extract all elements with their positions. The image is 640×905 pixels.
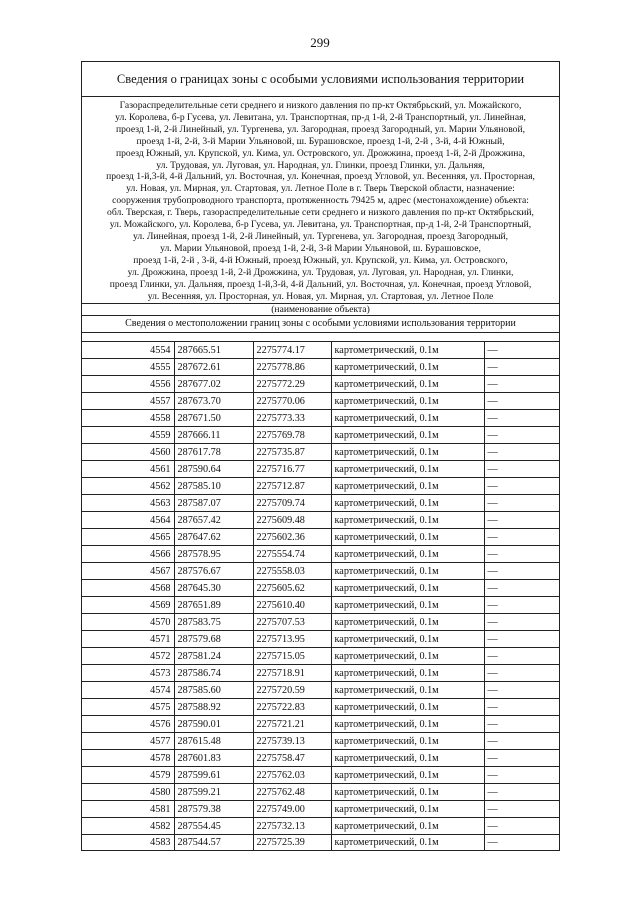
- method-accuracy: картометрический, 0.1м: [331, 376, 484, 393]
- description-dash: —: [484, 801, 559, 818]
- coord-x: 287554.45: [174, 818, 253, 835]
- description-dash: —: [484, 529, 559, 546]
- table-row: [82, 801, 559, 818]
- coord-y: 2275718.91: [253, 665, 331, 682]
- description-line: проезд 1-й, 2-й Линейный, ул. Тургенева, ул. Загородная, проезд Загородный, ул. Марии Ульяновой,: [115, 123, 525, 135]
- description-line: обл. Тверская, г. Тверь, газораспределительные сети среднего и низкого давления по пр-кт Октябрьский,: [107, 207, 534, 219]
- point-number: 4555: [82, 359, 174, 376]
- table-row: [82, 427, 559, 444]
- method-accuracy: картометрический, 0.1м: [331, 580, 484, 597]
- description-line: проезд 1-й,3-й, 4-й Дальний, ул. Восточная, ул. Конечная, проезд Угловой, ул. Весенняя, ул. Просторная,: [106, 171, 535, 183]
- point-number: 4579: [82, 767, 174, 784]
- coord-y: 2275774.17: [253, 342, 331, 359]
- coord-y: 2275769.78: [253, 427, 331, 444]
- method-accuracy: картометрический, 0.1м: [331, 461, 484, 478]
- method-accuracy: картометрический, 0.1м: [331, 784, 484, 801]
- table-row: [82, 614, 559, 631]
- description-line: Газораспределительные сети среднего и низкого давления по пр-кт Октябрьский, ул. Можайского,: [119, 100, 522, 111]
- coord-x: 287671.50: [174, 410, 253, 427]
- description-dash: —: [484, 767, 559, 784]
- description-dash: —: [484, 648, 559, 665]
- point-number: 4558: [82, 410, 174, 427]
- coord-y: 2275749.00: [253, 801, 331, 818]
- description-dash: —: [484, 563, 559, 580]
- coord-x: 287579.38: [174, 801, 253, 818]
- table-row: [82, 529, 559, 546]
- description-dash: —: [484, 410, 559, 427]
- coord-y: 2275712.87: [253, 478, 331, 495]
- description-line: ул. Королева, б-р Гусева, ул. Левитана, ул. Транспортная, пр-д 1-й, 2-й Транспортный, ул. Линейная,: [115, 111, 526, 123]
- method-accuracy: картометрический, 0.1м: [331, 631, 484, 648]
- point-number: 4573: [82, 665, 174, 682]
- method-accuracy: картометрический, 0.1м: [331, 767, 484, 784]
- table-row: [82, 444, 559, 461]
- description-dash: —: [484, 478, 559, 495]
- point-number: 4567: [82, 563, 174, 580]
- point-number: 4565: [82, 529, 174, 546]
- coord-x: 287666.11: [174, 427, 253, 444]
- point-number: 4578: [82, 750, 174, 767]
- coord-x: 287590.64: [174, 461, 253, 478]
- point-number: 4570: [82, 614, 174, 631]
- method-accuracy: картометрический, 0.1м: [331, 699, 484, 716]
- description-dash: —: [484, 393, 559, 410]
- point-number: 4559: [82, 427, 174, 444]
- point-number: 4563: [82, 495, 174, 512]
- description-line: ул. Трудовая, ул. Луговая, ул. Народная, ул. Глинки, проезд Глинки, ул. Дальняя,: [156, 159, 485, 171]
- description-line: ул. Марии Ульяновой, проезд 1-й, 2-й, 3-й Марии Ульяновой, ш. Бурашовское,: [160, 242, 481, 254]
- object-description: [82, 97, 559, 303]
- method-accuracy: картометрический, 0.1м: [331, 682, 484, 699]
- method-accuracy: картометрический, 0.1м: [331, 835, 484, 851]
- coord-y: 2275558.03: [253, 563, 331, 580]
- method-accuracy: картометрический, 0.1м: [331, 716, 484, 733]
- coord-y: 2275778.86: [253, 359, 331, 376]
- coord-x: 287588.92: [174, 699, 253, 716]
- coord-y: 2275773.33: [253, 410, 331, 427]
- table-row: [82, 580, 559, 597]
- coord-x: 287672.61: [174, 359, 253, 376]
- method-accuracy: картометрический, 0.1м: [331, 597, 484, 614]
- table-row: [82, 597, 559, 614]
- point-number: 4560: [82, 444, 174, 461]
- coord-x: 287586.74: [174, 665, 253, 682]
- description-dash: —: [484, 495, 559, 512]
- table-row: [82, 818, 559, 835]
- coord-y: 2275609.48: [253, 512, 331, 529]
- description-dash: —: [484, 682, 559, 699]
- coord-y: 2275725.39: [253, 835, 331, 851]
- description-dash: —: [484, 597, 559, 614]
- method-accuracy: картометрический, 0.1м: [331, 614, 484, 631]
- table-row: [82, 461, 559, 478]
- description-line: проезд 1-й, 2-й , 3-й, 4-й Южный, проезд Южный, ул. Крупской, ул. Кима, ул. Островского,: [133, 254, 508, 266]
- coord-y: 2275762.03: [253, 767, 331, 784]
- object-naming-label: (наименование объекта): [82, 303, 559, 315]
- coord-y: 2275605.62: [253, 580, 331, 597]
- description-dash: —: [484, 665, 559, 682]
- header-spacer: [82, 332, 559, 341]
- table-row: [82, 546, 559, 563]
- method-accuracy: картометрический, 0.1м: [331, 563, 484, 580]
- coord-x: 287590.01: [174, 716, 253, 733]
- method-accuracy: картометрический, 0.1м: [331, 410, 484, 427]
- description-dash: —: [484, 835, 559, 851]
- coord-y: 2275762.48: [253, 784, 331, 801]
- coord-x: 287599.61: [174, 767, 253, 784]
- point-number: 4582: [82, 818, 174, 835]
- coord-y: 2275715.05: [253, 648, 331, 665]
- description-dash: —: [484, 716, 559, 733]
- description-dash: —: [484, 699, 559, 716]
- table-row: [82, 359, 559, 376]
- method-accuracy: картометрический, 0.1м: [331, 529, 484, 546]
- point-number: 4561: [82, 461, 174, 478]
- description-line: ул. Новая, ул. Мирная, ул. Стартовая, ул. Летное Поле в г. Тверь Тверской области, назначение:: [126, 183, 515, 195]
- description-line: проезд Глинки, ул. Дальняя, проезд 1-й,3-й, 4-й Дальний, ул. Восточная, ул. Конечная, проезд Угловой,: [109, 278, 532, 290]
- point-number: 4580: [82, 784, 174, 801]
- method-accuracy: картометрический, 0.1м: [331, 801, 484, 818]
- coord-y: 2275713.95: [253, 631, 331, 648]
- table-row: [82, 342, 559, 359]
- table-row: [82, 716, 559, 733]
- method-accuracy: картометрический, 0.1м: [331, 665, 484, 682]
- coord-x: 287617.78: [174, 444, 253, 461]
- description-line: проезд 1-й, 2-й, 3-й Марии Ульяновой, ш. Бурашовское, проезд 1-й, 2-й , 3-й, 4-й Южный,: [136, 135, 505, 147]
- coord-y: 2275735.87: [253, 444, 331, 461]
- table-row: [82, 767, 559, 784]
- point-number: 4571: [82, 631, 174, 648]
- coord-y: 2275722.83: [253, 699, 331, 716]
- point-number: 4562: [82, 478, 174, 495]
- table-row: [82, 478, 559, 495]
- description-dash: —: [484, 631, 559, 648]
- coord-x: 287587.07: [174, 495, 253, 512]
- method-accuracy: картометрический, 0.1м: [331, 546, 484, 563]
- method-accuracy: картометрический, 0.1м: [331, 427, 484, 444]
- coord-y: 2275610.40: [253, 597, 331, 614]
- point-number: 4569: [82, 597, 174, 614]
- description-dash: —: [484, 580, 559, 597]
- method-accuracy: картометрический, 0.1м: [331, 733, 484, 750]
- coord-y: 2275721.21: [253, 716, 331, 733]
- coord-y: 2275716.77: [253, 461, 331, 478]
- description-line: ул. Линейная, проезд 1-й, 2-й Линейный, ул. Тургенева, ул. Загородная, проезд Загородный,: [132, 230, 509, 242]
- coord-x: 287578.95: [174, 546, 253, 563]
- page-number: 299: [310, 35, 330, 50]
- method-accuracy: картометрический, 0.1м: [331, 444, 484, 461]
- point-number: 4556: [82, 376, 174, 393]
- description-dash: —: [484, 750, 559, 767]
- point-number: 4554: [82, 342, 174, 359]
- description-dash: —: [484, 376, 559, 393]
- coord-y: 2275732.13: [253, 818, 331, 835]
- table-row: [82, 563, 559, 580]
- method-accuracy: картометрический, 0.1м: [331, 342, 484, 359]
- point-number: 4576: [82, 716, 174, 733]
- table-row: [82, 376, 559, 393]
- point-number: 4564: [82, 512, 174, 529]
- coord-x: 287665.51: [174, 342, 253, 359]
- description-line: сооружения трубопроводного транспорта, протяженность 79425 м, адрес (местонахождение) объекта:: [112, 195, 529, 207]
- coord-y: 2275707.53: [253, 614, 331, 631]
- point-number: 4566: [82, 546, 174, 563]
- table-row: [82, 648, 559, 665]
- method-accuracy: картометрический, 0.1м: [331, 750, 484, 767]
- table-row: [82, 699, 559, 716]
- description-dash: —: [484, 614, 559, 631]
- description-line: ул. Можайского, ул. Королева, б-р Гусева, ул. Левитана, ул. Транспортная, пр-д 1-й, 2-й Транспортный,: [109, 219, 532, 231]
- table-row: [82, 393, 559, 410]
- description-dash: —: [484, 546, 559, 563]
- zone-boundaries-table: [81, 61, 560, 851]
- table-row: [82, 665, 559, 682]
- table-row: [82, 750, 559, 767]
- coord-y: 2275602.36: [253, 529, 331, 546]
- method-accuracy: картометрический, 0.1м: [331, 495, 484, 512]
- coord-x: 287615.48: [174, 733, 253, 750]
- point-number: 4574: [82, 682, 174, 699]
- method-accuracy: картометрический, 0.1м: [331, 478, 484, 495]
- method-accuracy: картометрический, 0.1м: [331, 818, 484, 835]
- description-dash: —: [484, 427, 559, 444]
- coord-y: 2275739.13: [253, 733, 331, 750]
- coord-y: 2275770.06: [253, 393, 331, 410]
- coord-x: 287645.30: [174, 580, 253, 597]
- description-line: проезд Южный, ул. Крупской, ул. Кима, ул. Островского, ул. Дрожжина, проезд 1-й, 2-й Дрожжина,: [115, 147, 526, 159]
- description-dash: —: [484, 342, 559, 359]
- table-row: [82, 835, 559, 851]
- point-number: 4572: [82, 648, 174, 665]
- point-number: 4557: [82, 393, 174, 410]
- description-dash: —: [484, 818, 559, 835]
- coord-x: 287673.70: [174, 393, 253, 410]
- coord-x: 287651.89: [174, 597, 253, 614]
- coord-x: 287585.60: [174, 682, 253, 699]
- description-dash: —: [484, 444, 559, 461]
- table-row: [82, 784, 559, 801]
- coord-x: 287599.21: [174, 784, 253, 801]
- coord-x: 287585.10: [174, 478, 253, 495]
- point-number: 4568: [82, 580, 174, 597]
- table-row: [82, 682, 559, 699]
- description-dash: —: [484, 512, 559, 529]
- table-row: [82, 631, 559, 648]
- method-accuracy: картометрический, 0.1м: [331, 648, 484, 665]
- coord-x: 287581.24: [174, 648, 253, 665]
- coord-x: 287544.57: [174, 835, 253, 851]
- coord-x: 287601.83: [174, 750, 253, 767]
- method-accuracy: картометрический, 0.1м: [331, 359, 484, 376]
- coord-x: 287647.62: [174, 529, 253, 546]
- description-dash: —: [484, 733, 559, 750]
- coord-x: 287583.75: [174, 614, 253, 631]
- point-number: 4575: [82, 699, 174, 716]
- table-row: [82, 733, 559, 750]
- point-number: 4581: [82, 801, 174, 818]
- table-row: [82, 410, 559, 427]
- description-line: ул. Дрожжина, проезд 1-й, 2-й Дрожжина, ул. Трудовая, ул. Луговая, ул. Народная, ул. Глинки,: [127, 266, 514, 278]
- table-row: [82, 512, 559, 529]
- method-accuracy: картометрический, 0.1м: [331, 393, 484, 410]
- location-subtitle: Сведения о местоположении границ зоны с особыми условиями использования территории: [82, 315, 559, 332]
- coord-y: 2275758.47: [253, 750, 331, 767]
- point-number: 4577: [82, 733, 174, 750]
- coord-y: 2275554.74: [253, 546, 331, 563]
- coord-x: 287657.42: [174, 512, 253, 529]
- coordinates-table: [82, 341, 559, 850]
- coord-x: 287677.02: [174, 376, 253, 393]
- coord-y: 2275772.29: [253, 376, 331, 393]
- description-line: ул. Весенняя, ул. Просторная, ул. Новая, ул. Мирная, ул. Стартовая, ул. Летное Поле: [147, 290, 494, 302]
- coord-x: 287576.67: [174, 563, 253, 580]
- table-row: [82, 495, 559, 512]
- description-dash: —: [484, 784, 559, 801]
- coord-y: 2275720.59: [253, 682, 331, 699]
- description-dash: —: [484, 461, 559, 478]
- method-accuracy: картометрический, 0.1м: [331, 512, 484, 529]
- table-title: Сведения о границах зоны с особыми условиями использования территории: [82, 62, 559, 97]
- coord-y: 2275709.74: [253, 495, 331, 512]
- point-number: 4583: [82, 835, 174, 851]
- coord-x: 287579.68: [174, 631, 253, 648]
- description-dash: —: [484, 359, 559, 376]
